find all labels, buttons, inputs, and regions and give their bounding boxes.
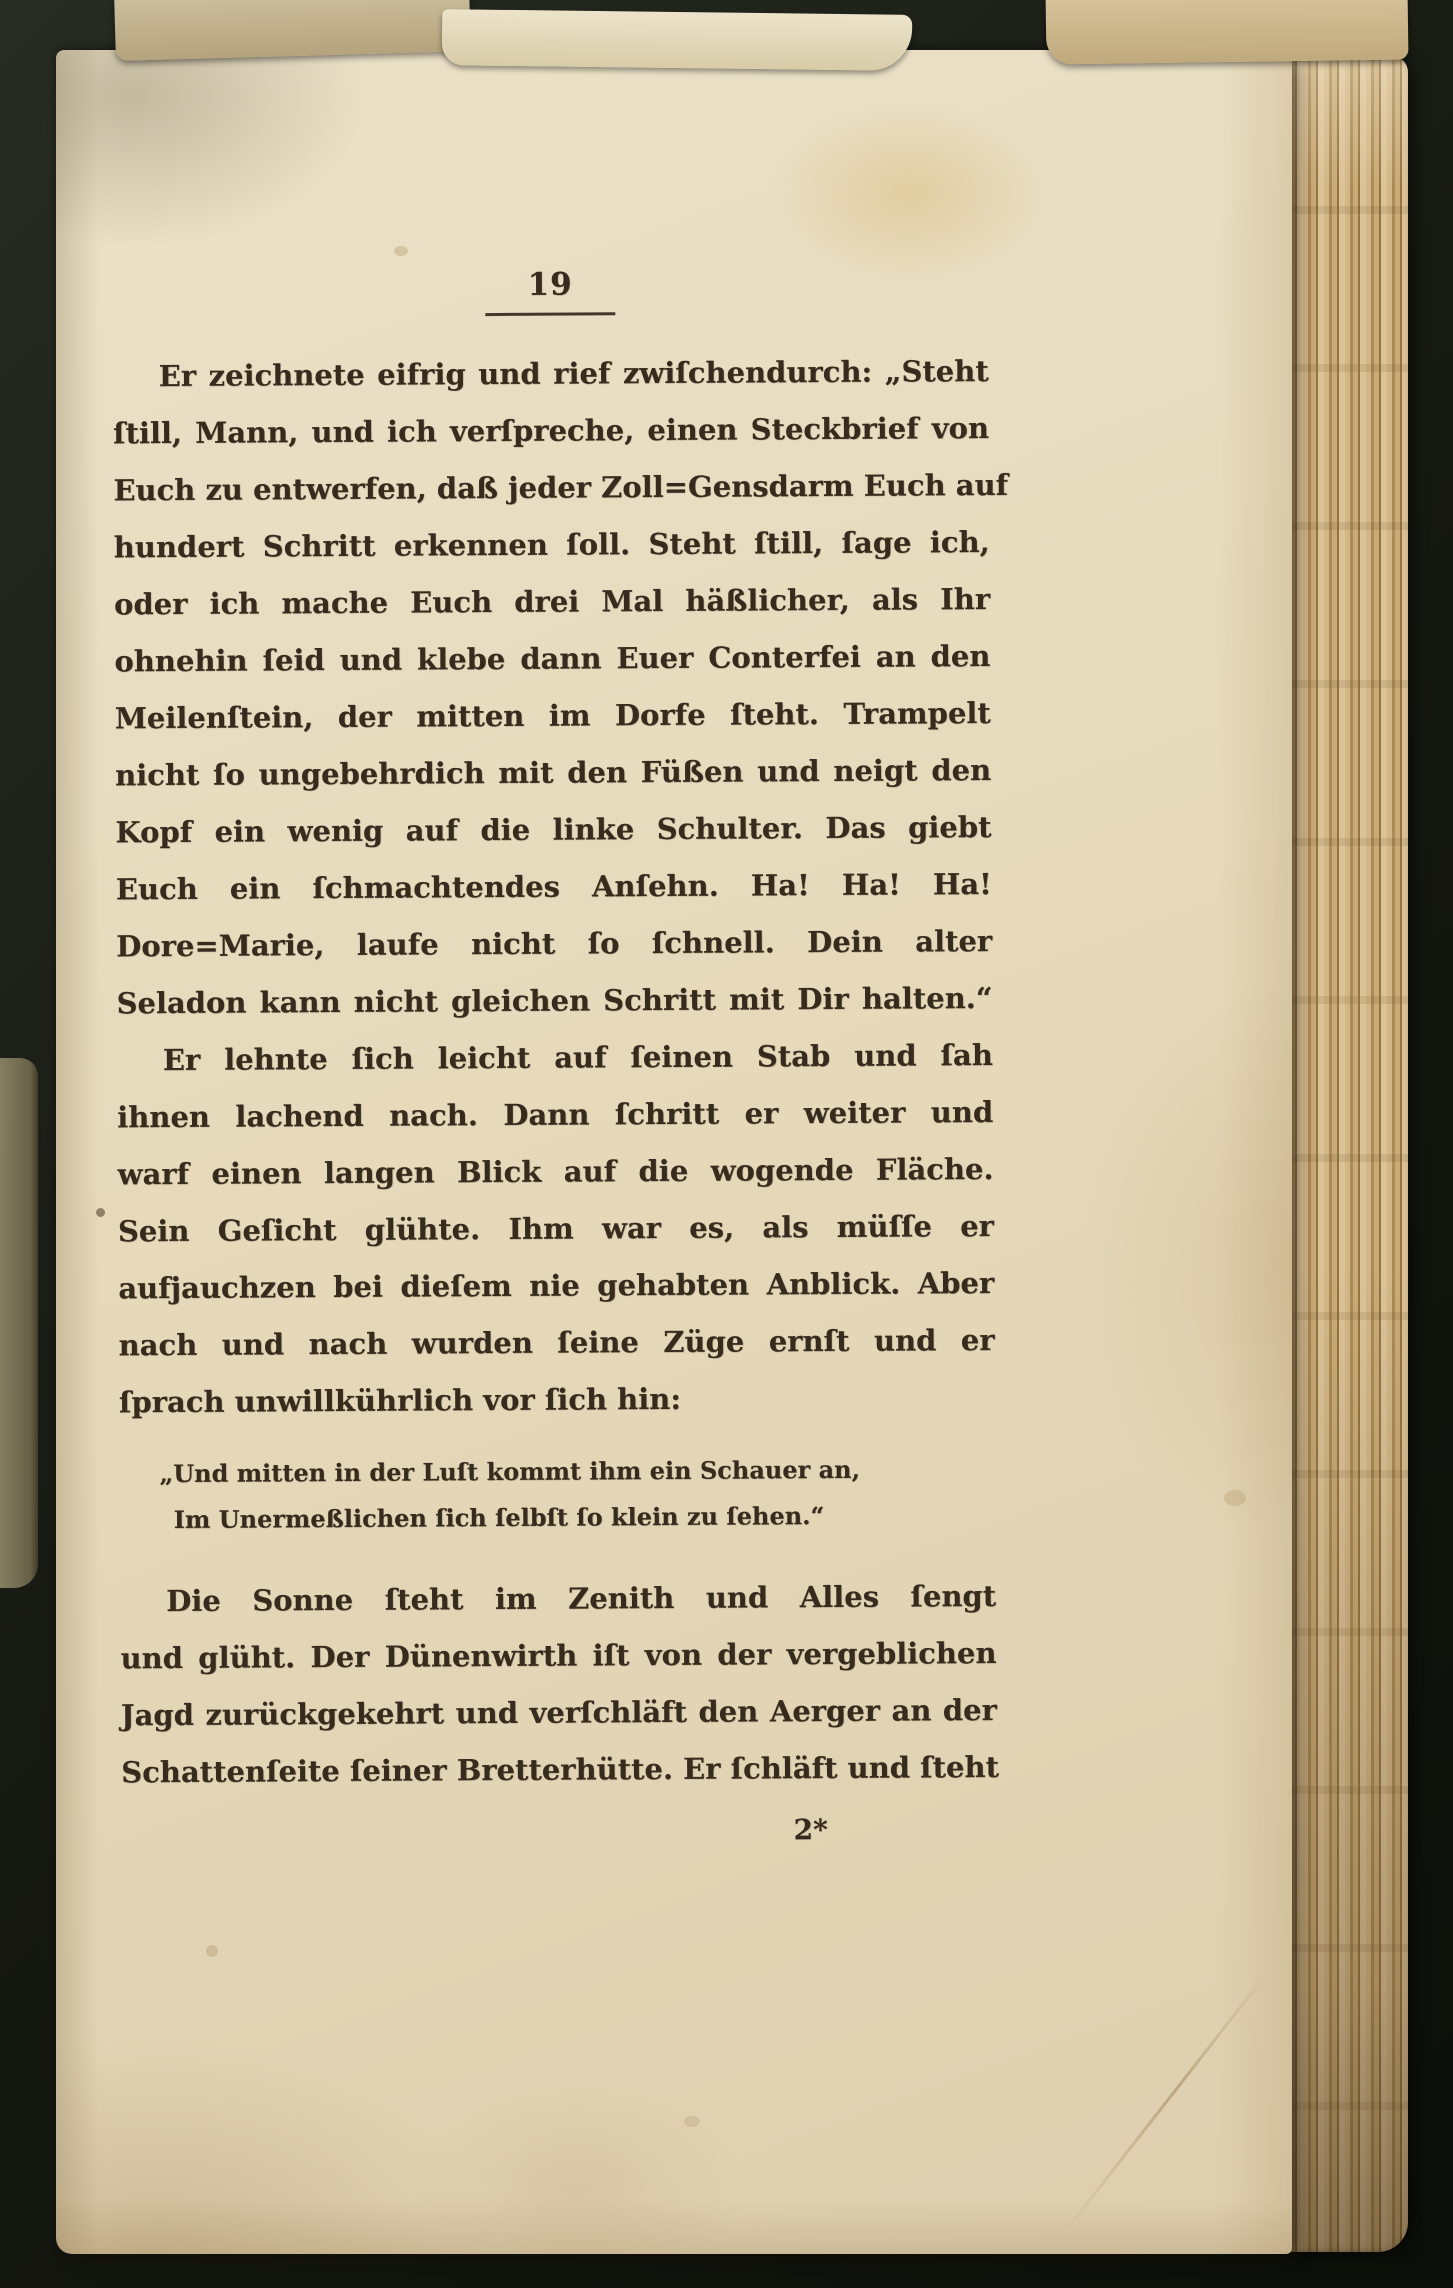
text-line: Meilenſtein, der mitten im Dorfe ſteht. Trampelt — [114, 695, 991, 736]
text-line: nach und nach wurden ſeine Züge ernſt und er — [118, 1322, 995, 1363]
text-line: Seladon kann nicht gleichen Schritt mit Dir halten.“ — [116, 980, 993, 1021]
page-header — [112, 262, 988, 318]
torn-paper-fragment — [442, 9, 913, 71]
text-line: oder ich mache Euch drei Mal häßlicher, als Ihr — [113, 581, 991, 622]
torn-paper-fragment — [114, 0, 471, 61]
text-line: Sein Geſicht glühte. Ihm war es, als müſſe er — [117, 1208, 994, 1249]
text-line: Dore=Marie, laufe nicht ſo ſchnell. Dein alter — [116, 923, 993, 964]
text-line: Euch zu entwerfen, daß jeder Zoll=Gensdarm Euch auf — [113, 467, 1009, 508]
text-line: Euch ein ſchmachtendes Anſehn. Ha! Ha! Ha! — [115, 866, 992, 907]
text-line: Kopf ein wenig auf die linke Schulter. Das giebt — [115, 809, 992, 850]
text-line: Jagd zurückgekehrt und verſchläft den Aerger an der — [120, 1692, 997, 1733]
verse-line: „Und mitten in der Luſt kommt ihm ein Schauer an, — [159, 1454, 861, 1489]
signature-mark: 2* — [793, 1813, 828, 1847]
foxing-spot — [394, 246, 408, 256]
foxing-spot — [1224, 1490, 1246, 1506]
text-line: ihnen lachend nach. Dann ſchritt er weiter und — [117, 1094, 994, 1135]
foxing-spot — [684, 2116, 700, 2127]
text-line: Die Sonne ſteht im Zenith und Alles ſengt — [166, 1578, 997, 1619]
torn-paper-fragment — [1046, 0, 1409, 65]
text-line: Schattenſeite ſeiner Bretterhütte. Er ſchläft und ſteht — [121, 1749, 1000, 1790]
paragraph — [120, 1568, 1000, 1801]
text-line: nicht ſo ungebehrdich mit den Füßen und neigt den — [115, 752, 992, 793]
page-crease — [1063, 1972, 1269, 2234]
text-line: warf einen langen Blick auf die wogende Fläche. — [117, 1151, 994, 1192]
text-line: aufjauchzen bei dieſem nie gehabten Anblick. Aber — [118, 1265, 995, 1306]
text-line: Er lehnte ſich leicht auf ſeinen Stab und ſah — [162, 1037, 993, 1078]
book-page-edges — [1282, 56, 1408, 2252]
foxing-spot — [206, 1945, 218, 1957]
text-block — [112, 262, 1009, 1850]
foxing-spot — [96, 1208, 105, 1217]
text-line: und glüht. Der Dünenwirth iſt von der vergeblichen — [120, 1635, 997, 1676]
page-number: 19 — [485, 264, 614, 316]
paragraph — [117, 1027, 995, 1431]
verse-quote — [159, 1446, 996, 1543]
text-line: ſprach unwillkührlich vor ſich hin: — [118, 1381, 682, 1420]
verse-line: Im Unermeßlichen ſich ſelbſt ſo klein zu ſehen.“ — [173, 1501, 825, 1534]
text-line: Er zeichnete eifrig und rief zwiſchendurch: „Steht — [158, 353, 989, 394]
underlying-page-edge — [0, 1058, 38, 1588]
text-line: hundert Schritt erkennen ſoll. Steht ſtill, ſage ich, — [113, 524, 990, 565]
text-line: ohnehin ſeid und klebe dann Euer Conterfei an den — [114, 638, 991, 679]
paragraph — [112, 343, 1009, 1032]
book-page — [56, 50, 1292, 2254]
text-line: ſtill, Mann, und ich verſpreche, einen Steckbrief von — [112, 410, 990, 451]
